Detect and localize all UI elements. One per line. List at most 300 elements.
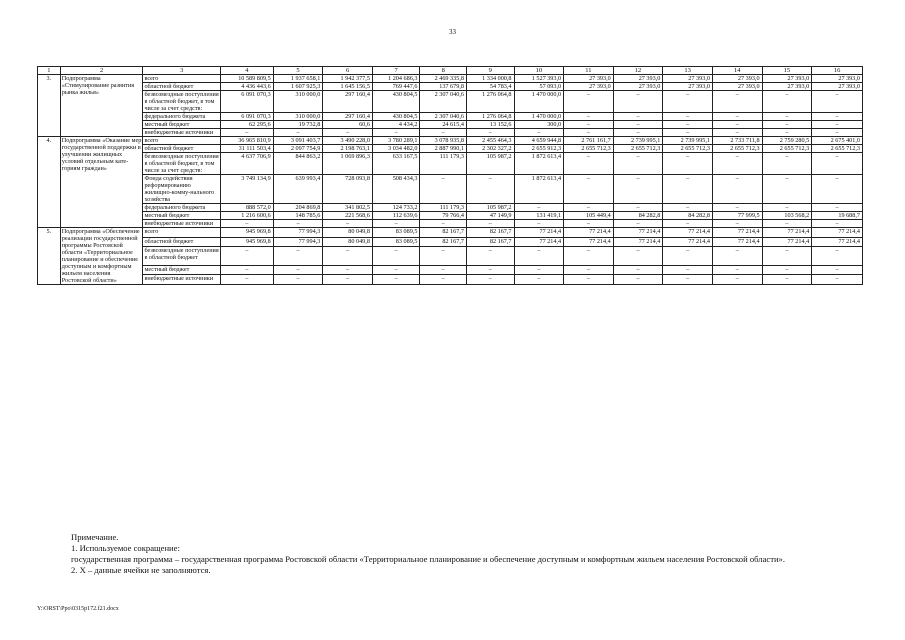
- value-cell: –: [613, 121, 663, 129]
- value-cell: –: [663, 153, 713, 175]
- value-cell: –: [762, 275, 812, 285]
- value-cell: –: [273, 129, 323, 137]
- value-cell: –: [712, 113, 762, 121]
- value-cell: –: [712, 153, 762, 175]
- value-cell: –: [712, 247, 762, 265]
- funding-source: всего: [143, 228, 221, 238]
- value-cell: 6 091 070,3: [220, 91, 273, 113]
- value-cell: 4 436 443,6: [220, 83, 273, 91]
- value-cell: –: [812, 204, 863, 212]
- value-cell: 77 214,4: [712, 237, 762, 247]
- value-cell: 2 655 712,3: [613, 145, 663, 153]
- value-cell: 27 393,0: [762, 75, 812, 83]
- value-cell: 54 783,4: [466, 83, 514, 91]
- value-cell: 2 655 712,3: [762, 145, 812, 153]
- value-cell: –: [613, 153, 663, 175]
- value-cell: 77 214,4: [514, 228, 564, 238]
- funding-source: внебюджетные источники: [143, 129, 221, 137]
- value-cell: –: [613, 220, 663, 228]
- value-cell: –: [613, 129, 663, 137]
- value-cell: –: [812, 113, 863, 121]
- value-cell: 2 655 712,3: [564, 145, 614, 153]
- value-cell: 84 282,8: [663, 212, 713, 220]
- value-cell: –: [514, 129, 564, 137]
- value-cell: –: [564, 204, 614, 212]
- value-cell: –: [372, 275, 420, 285]
- header-cell: 12: [613, 67, 663, 75]
- funding-source: внебюджетные источники: [143, 275, 221, 285]
- value-cell: –: [420, 175, 467, 204]
- table-row: [38, 228, 863, 238]
- value-cell: 80 049,8: [323, 237, 373, 247]
- value-cell: 57 093,0: [514, 83, 564, 91]
- value-cell: –: [420, 129, 467, 137]
- value-cell: 137 679,8: [420, 83, 467, 91]
- value-cell: 3 091 403,7: [273, 137, 323, 145]
- funding-source: местный бюджет: [143, 212, 221, 220]
- table-row: [38, 137, 863, 145]
- value-cell: 77 214,4: [663, 237, 713, 247]
- notes-line-1: 1. Используемое сокращение:: [71, 543, 180, 553]
- value-cell: 2 307 040,6: [420, 91, 467, 113]
- value-cell: –: [812, 129, 863, 137]
- value-cell: 2 655 712,3: [812, 145, 863, 153]
- value-cell: –: [220, 275, 273, 285]
- file-path: Y:\ORST\Ppo\0315p172.f21.docx: [37, 606, 119, 612]
- value-cell: –: [466, 265, 514, 275]
- value-cell: 1 276 064,8: [466, 113, 514, 121]
- header-cell: 15: [762, 67, 812, 75]
- value-cell: 27 393,0: [712, 83, 762, 91]
- value-cell: 341 802,5: [323, 204, 373, 212]
- value-cell: 945 969,8: [220, 237, 273, 247]
- value-cell: 1 872 613,4: [514, 175, 564, 204]
- value-cell: –: [514, 204, 564, 212]
- value-cell: 844 863,2: [273, 153, 323, 175]
- value-cell: –: [762, 175, 812, 204]
- value-cell: –: [323, 220, 373, 228]
- value-cell: –: [514, 220, 564, 228]
- value-cell: –: [514, 265, 564, 275]
- header-cell: 1: [38, 67, 61, 75]
- value-cell: 2 733 711,8: [712, 137, 762, 145]
- value-cell: –: [273, 247, 323, 265]
- row-number: 5.: [38, 228, 61, 285]
- value-cell: 300,0: [514, 121, 564, 129]
- table-row: [38, 145, 863, 153]
- value-cell: 4 434,2: [372, 121, 420, 129]
- header-cell: 9: [466, 67, 514, 75]
- value-cell: 27 393,0: [812, 83, 863, 91]
- value-cell: 13 152,6: [466, 121, 514, 129]
- table-row: [38, 113, 863, 121]
- value-cell: –: [812, 175, 863, 204]
- value-cell: –: [762, 247, 812, 265]
- value-cell: 1 645 156,5: [323, 83, 373, 91]
- header-cell: 14: [712, 67, 762, 75]
- funding-source: безвозмездные поступления в областной бюджет, в том числе за счет средств:: [144, 153, 219, 174]
- value-cell: 83 089,5: [372, 228, 420, 238]
- value-cell: 77 214,4: [812, 237, 863, 247]
- value-cell: –: [613, 247, 663, 265]
- table-header-row: [38, 67, 863, 75]
- table-row: [38, 237, 863, 247]
- value-cell: 77 214,4: [663, 228, 713, 238]
- value-cell: 6 091 070,3: [220, 113, 273, 121]
- value-cell: –: [762, 220, 812, 228]
- value-cell: –: [712, 91, 762, 113]
- value-cell: 769 447,6: [372, 83, 420, 91]
- value-cell: –: [466, 247, 514, 265]
- value-cell: –: [663, 91, 713, 113]
- table-row: [38, 204, 863, 212]
- value-cell: 728 093,8: [323, 175, 373, 204]
- value-cell: 2 307 040,6: [420, 113, 467, 121]
- value-cell: –: [613, 113, 663, 121]
- value-cell: 430 804,5: [372, 113, 420, 121]
- value-cell: –: [663, 175, 713, 204]
- value-cell: –: [466, 220, 514, 228]
- funding-source: безвозмездные поступления в областной бюджет, в том числе за счет средств:: [144, 91, 219, 112]
- value-cell: 2 887 990,1: [420, 145, 467, 153]
- value-cell: –: [663, 204, 713, 212]
- value-cell: –: [613, 275, 663, 285]
- value-cell: 4 637 706,9: [220, 153, 273, 175]
- value-cell: 2 655 912,3: [514, 145, 564, 153]
- value-cell: 77 994,3: [273, 237, 323, 247]
- value-cell: –: [372, 220, 420, 228]
- value-cell: –: [812, 220, 863, 228]
- program-name: Подпрограмма «Стимулирование развития рынка жилья»: [60, 75, 143, 137]
- value-cell: 77 214,4: [613, 237, 663, 247]
- value-cell: 77 214,4: [762, 228, 812, 238]
- value-cell: 77 214,4: [613, 228, 663, 238]
- budget-table: [37, 66, 863, 285]
- value-cell: 1 470 000,0: [514, 91, 564, 113]
- value-cell: 297 160,4: [323, 91, 373, 113]
- value-cell: –: [812, 153, 863, 175]
- table-row: [38, 75, 863, 83]
- value-cell: 430 804,5: [372, 91, 420, 113]
- value-cell: –: [663, 265, 713, 275]
- value-cell: –: [613, 204, 663, 212]
- row-number: 4.: [38, 137, 61, 228]
- value-cell: 77 214,4: [762, 237, 812, 247]
- header-cell: 11: [564, 67, 614, 75]
- value-cell: 27 393,0: [762, 83, 812, 91]
- value-cell: 3 749 134,9: [220, 175, 273, 204]
- value-cell: 10 589 809,5: [220, 75, 273, 83]
- value-cell: 77 214,4: [712, 228, 762, 238]
- table-row: [38, 153, 863, 175]
- value-cell: –: [712, 275, 762, 285]
- value-cell: 131 419,1: [514, 212, 564, 220]
- value-cell: –: [564, 91, 614, 113]
- value-cell: 3 034 482,0: [372, 145, 420, 153]
- funding-source: федерального бюджета: [143, 204, 221, 212]
- value-cell: –: [613, 91, 663, 113]
- table-row: [38, 265, 863, 275]
- value-cell: –: [564, 247, 614, 265]
- value-cell: 2 469 335,8: [420, 75, 467, 83]
- header-cell: 7: [372, 67, 420, 75]
- funding-source: федерального бюджета: [143, 113, 221, 121]
- value-cell: –: [273, 220, 323, 228]
- funding-source: всего: [143, 137, 221, 145]
- value-cell: 508 434,3: [372, 175, 420, 204]
- value-cell: 1 069 896,3: [323, 153, 373, 175]
- value-cell: –: [323, 275, 373, 285]
- funding-source: безвозмездные поступления в областной бюджет: [143, 247, 221, 265]
- value-cell: –: [564, 220, 614, 228]
- value-cell: 27 393,0: [712, 75, 762, 83]
- value-cell: 310 000,0: [273, 91, 323, 113]
- value-cell: –: [712, 121, 762, 129]
- value-cell: 83 089,5: [372, 237, 420, 247]
- value-cell: –: [613, 265, 663, 275]
- value-cell: –: [812, 247, 863, 265]
- value-cell: 77 999,5: [712, 212, 762, 220]
- value-cell: 77 214,4: [514, 237, 564, 247]
- value-cell: –: [420, 275, 467, 285]
- funding-source: местный бюджет: [143, 265, 221, 275]
- value-cell: –: [663, 247, 713, 265]
- value-cell: –: [712, 265, 762, 275]
- value-cell: 2 655 712,3: [712, 145, 762, 153]
- value-cell: –: [762, 204, 812, 212]
- value-cell: –: [762, 265, 812, 275]
- value-cell: 77 214,4: [564, 228, 614, 238]
- value-cell: –: [712, 129, 762, 137]
- header-cell: 10: [514, 67, 564, 75]
- value-cell: –: [663, 113, 713, 121]
- value-cell: 2 302 327,2: [466, 145, 514, 153]
- value-cell: –: [762, 121, 812, 129]
- value-cell: 77 214,4: [812, 228, 863, 238]
- table-row: [38, 247, 863, 265]
- funding-source: областной бюджет: [143, 145, 221, 153]
- value-cell: 2 097 754,9: [273, 145, 323, 153]
- value-cell: 27 393,0: [564, 75, 614, 83]
- value-cell: 221 568,6: [323, 212, 373, 220]
- value-cell: 62 295,6: [220, 121, 273, 129]
- value-cell: 105 987,2: [466, 204, 514, 212]
- value-cell: 36 965 810,9: [220, 137, 273, 145]
- value-cell: –: [564, 121, 614, 129]
- value-cell: –: [420, 220, 467, 228]
- value-cell: –: [663, 121, 713, 129]
- value-cell: –: [712, 220, 762, 228]
- value-cell: 24 615,4: [420, 121, 467, 129]
- value-cell: –: [220, 220, 273, 228]
- value-cell: –: [372, 247, 420, 265]
- value-cell: 1 276 064,8: [466, 91, 514, 113]
- table-row: [38, 121, 863, 129]
- value-cell: 27 393,0: [564, 83, 614, 91]
- value-cell: 1 216 600,6: [220, 212, 273, 220]
- value-cell: 82 167,7: [420, 228, 467, 238]
- value-cell: 80 049,8: [323, 228, 373, 238]
- header-cell: 4: [220, 67, 273, 75]
- notes: [37, 532, 863, 576]
- value-cell: 297 160,4: [323, 113, 373, 121]
- value-cell: 79 766,4: [420, 212, 467, 220]
- value-cell: –: [663, 220, 713, 228]
- table-row: [38, 129, 863, 137]
- value-cell: 2 759 280,5: [762, 137, 812, 145]
- value-cell: –: [323, 129, 373, 137]
- value-cell: –: [466, 275, 514, 285]
- table-row: [38, 91, 863, 113]
- table-row: [38, 275, 863, 285]
- value-cell: 112 639,6: [372, 212, 420, 220]
- value-cell: –: [220, 265, 273, 275]
- value-cell: –: [812, 91, 863, 113]
- value-cell: –: [564, 153, 614, 175]
- value-cell: –: [564, 175, 614, 204]
- notes-line-3: 2. Х – данные ячейки не заполняются.: [71, 565, 211, 575]
- table-row: [38, 175, 863, 204]
- header-cell: 16: [812, 67, 863, 75]
- funding-source: всего: [143, 75, 221, 83]
- funding-source: местный бюджет: [143, 121, 221, 129]
- table-row: [38, 220, 863, 228]
- value-cell: –: [812, 275, 863, 285]
- program-name: Подпрограмма «Обеспечение реализации государственной программы Ростовской области «Территориальное планирование и обеспечение доступным и комфортным жильем населения Ростовской области»: [60, 228, 143, 285]
- value-cell: 82 167,7: [420, 237, 467, 247]
- value-cell: 2 739 995,1: [613, 137, 663, 145]
- value-cell: 639 993,4: [273, 175, 323, 204]
- value-cell: –: [372, 129, 420, 137]
- value-cell: 31 111 503,4: [220, 145, 273, 153]
- table-row: [38, 212, 863, 220]
- value-cell: –: [323, 247, 373, 265]
- program-name: Подпрограмма «Оказание мер государственной поддержки в улучшении жилищных условий отдельным кате-гориям граждан»: [60, 137, 143, 228]
- value-cell: 2 739 995,1: [663, 137, 713, 145]
- value-cell: 27 393,0: [663, 75, 713, 83]
- funding-source: областной бюджет: [143, 237, 221, 247]
- value-cell: –: [613, 175, 663, 204]
- value-cell: 27 393,0: [663, 83, 713, 91]
- value-cell: –: [762, 113, 812, 121]
- value-cell: 124 733,2: [372, 204, 420, 212]
- value-cell: –: [220, 129, 273, 137]
- header-cell: 6: [323, 67, 373, 75]
- notes-line-2: государственная программа – государственная программа Ростовской области «Территориальное планирование и обеспечение доступным и комфортным жильем населения Ростовской области».: [71, 554, 785, 564]
- row-number: 3.: [38, 75, 61, 137]
- value-cell: –: [663, 275, 713, 285]
- value-cell: 148 785,6: [273, 212, 323, 220]
- value-cell: 27 393,0: [613, 75, 663, 83]
- value-cell: 1 607 925,3: [273, 83, 323, 91]
- value-cell: –: [762, 91, 812, 113]
- value-cell: 60,6: [323, 121, 373, 129]
- notes-title: Примечание.: [71, 532, 119, 542]
- funding-source: внебюджетные источники: [143, 220, 221, 228]
- value-cell: 2 761 161,7: [564, 137, 614, 145]
- value-cell: 2 675 401,0: [812, 137, 863, 145]
- value-cell: 19 688,7: [812, 212, 863, 220]
- value-cell: 19 732,8: [273, 121, 323, 129]
- value-cell: –: [514, 247, 564, 265]
- value-cell: –: [420, 265, 467, 275]
- value-cell: 27 393,0: [613, 83, 663, 91]
- value-cell: 2 655 712,3: [663, 145, 713, 153]
- value-cell: –: [712, 204, 762, 212]
- value-cell: –: [466, 129, 514, 137]
- value-cell: 47 149,9: [466, 212, 514, 220]
- value-cell: –: [273, 265, 323, 275]
- value-cell: 1 937 658,1: [273, 75, 323, 83]
- value-cell: 103 568,2: [762, 212, 812, 220]
- value-cell: 204 869,8: [273, 204, 323, 212]
- value-cell: 77 994,3: [273, 228, 323, 238]
- page-number: 33: [449, 28, 456, 36]
- header-cell: 13: [663, 67, 713, 75]
- value-cell: –: [564, 275, 614, 285]
- value-cell: 310 000,0: [273, 113, 323, 121]
- header-cell: 3: [143, 67, 221, 75]
- value-cell: –: [564, 129, 614, 137]
- value-cell: 4 659 944,8: [514, 137, 564, 145]
- value-cell: –: [762, 153, 812, 175]
- value-cell: –: [466, 175, 514, 204]
- value-cell: 105 449,4: [564, 212, 614, 220]
- value-cell: 2 455 464,3: [466, 137, 514, 145]
- value-cell: –: [812, 265, 863, 275]
- value-cell: –: [220, 247, 273, 265]
- value-cell: –: [564, 265, 614, 275]
- header-cell: 8: [420, 67, 467, 75]
- value-cell: –: [812, 121, 863, 129]
- value-cell: 1 334 000,8: [466, 75, 514, 83]
- value-cell: –: [712, 175, 762, 204]
- value-cell: 82 167,7: [466, 237, 514, 247]
- value-cell: 3 078 935,8: [420, 137, 467, 145]
- value-cell: 1 527 393,0: [514, 75, 564, 83]
- value-cell: 1 470 000,0: [514, 113, 564, 121]
- value-cell: –: [372, 265, 420, 275]
- value-cell: 888 572,0: [220, 204, 273, 212]
- value-cell: 82 167,7: [466, 228, 514, 238]
- header-cell: 5: [273, 67, 323, 75]
- value-cell: 77 214,4: [564, 237, 614, 247]
- value-cell: –: [323, 265, 373, 275]
- value-cell: 3 780 289,1: [372, 137, 420, 145]
- value-cell: 1 872 613,4: [514, 153, 564, 175]
- value-cell: –: [273, 275, 323, 285]
- value-cell: 111 179,3: [420, 153, 467, 175]
- value-cell: 633 167,5: [372, 153, 420, 175]
- value-cell: –: [514, 275, 564, 285]
- value-cell: –: [420, 247, 467, 265]
- value-cell: –: [564, 113, 614, 121]
- value-cell: 111 179,3: [420, 204, 467, 212]
- value-cell: 3 490 228,0: [323, 137, 373, 145]
- value-cell: 27 393,0: [812, 75, 863, 83]
- value-cell: –: [762, 129, 812, 137]
- value-cell: 2 198 763,1: [323, 145, 373, 153]
- value-cell: 84 282,8: [613, 212, 663, 220]
- value-cell: 1 204 686,3: [372, 75, 420, 83]
- header-cell: 2: [60, 67, 143, 75]
- value-cell: 945 969,8: [220, 228, 273, 238]
- value-cell: 1 942 377,5: [323, 75, 373, 83]
- value-cell: –: [663, 129, 713, 137]
- value-cell: 105 987,2: [466, 153, 514, 175]
- funding-source: областной бюджет: [143, 83, 221, 91]
- funding-source: Фонда содействия реформированию жилищно-комму-нального хозяйства: [143, 175, 221, 204]
